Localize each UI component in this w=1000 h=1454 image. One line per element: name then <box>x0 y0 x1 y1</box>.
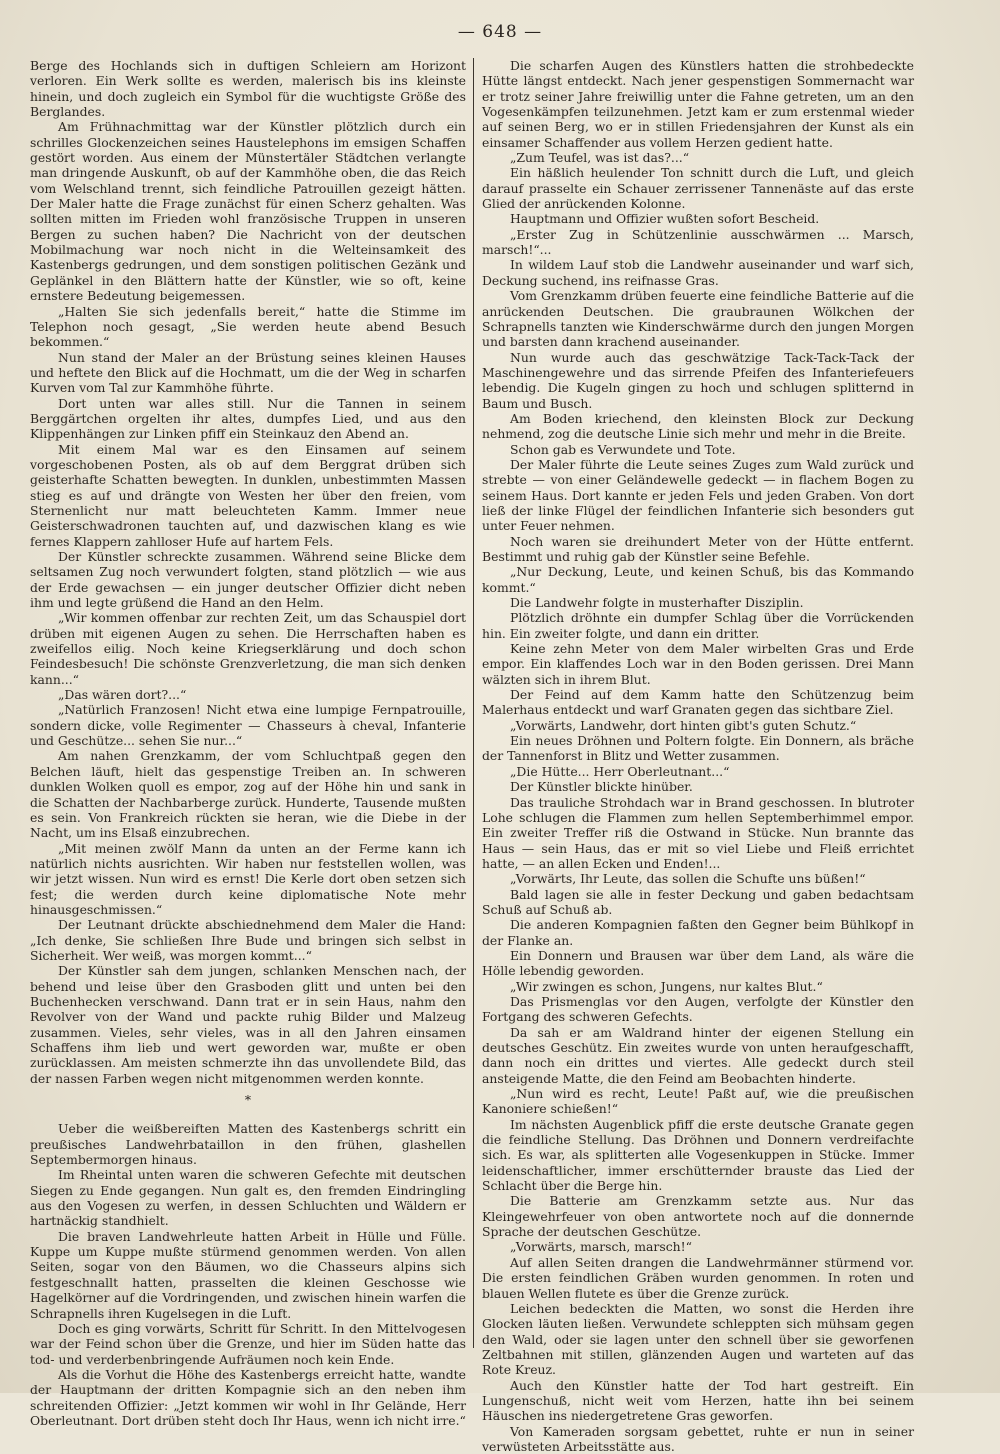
paragraph: „Halten Sie sich jedenfalls bereit,“ hatte die Stimme im Telephon noch gesagt, „Sie werden heute abend Besuch bekommen.“ <box>30 303 466 350</box>
paragraph: Die Batterie am Grenzkamm setzte aus. Nur das Kleingewehrfeuer von oben antwortete noch auf die donnernde Sprache der deutschen Geschütze. <box>482 1193 914 1240</box>
paragraph: Am Boden kriechend, den kleinsten Block zur Deckung nehmend, zog die deutsche Linie sich mehr und mehr in die Breite. <box>482 410 914 442</box>
paragraph: Der Maler führte die Leute seines Zuges zum Wald zurück und strebte — von einer Geländewelle gedeckt — in flachem Bogen zu seinem Haus. Dort kannte er jeden Fels und jeden Graben. Von dort ließ der linke Flügel der feindlichen Infanterie sich besonders gut unter Feuer nehmen. <box>482 456 914 534</box>
page-number: — 648 — <box>457 22 543 42</box>
paragraph: Am nahen Grenzkamm, der vom Schluchtpaß gegen den Belchen läuft, hielt das gespenstige Treiben an. In schweren dunklen Wolken quoll es empor, zog auf der Höhe hin und sank in die Schatten der Nachbarberge zurück. Hunderte, Tausende mußten es sein. Von Frankreich rückten sie heran, wie die Diebe in der Nacht, um ins Elsaß einzubrechen. <box>30 748 466 841</box>
paragraph: Berge des Hochlands sich in duftigen Schleiern am Horizont verloren. Ein Werk sollte es werden, malerisch bis ins kleinste hinein, und doch zugleich ein Symbol für die wuchtigste Größe des Berglandes. <box>30 58 466 120</box>
paragraph: Keine zehn Meter von dem Maler wirbelten Gras und Erde empor. Ein klaffendes Loch war in den Boden gerissen. Drei Mann wälzten sich in ihrem Blut. <box>482 641 914 687</box>
column-divider <box>473 58 474 1348</box>
paragraph: Nun stand der Maler an der Brüstung seines kleinen Hauses und heftete den Blick auf die Hochmatt, um die der Weg in scharfen Kurven vom Tal zur Kammhöhe führte. <box>30 349 466 396</box>
paragraph: Mit einem Mal war es den Einsamen auf seinem vorgeschobenen Posten, als ob auf dem Berggrat drüben sich geisterhafte Schatten bewegten. In dunklen, unbestimmten Massen stieg es auf und drängte von Westen her über den freien, vom Sternenlicht nur matt beleuchteten Kamm. Immer neue Geisterschwadronen tauchten auf, und dazwischen klang es wie fernes Klappern zahlloser Hufe auf hartem Fels. <box>30 441 466 549</box>
paragraph: Dort unten war alles still. Nur die Tannen in seinem Berggärtchen orgelten ihr altes, dumpfes Lied, und aus den Klippenhängen zur Linken pfiff ein Steinkauz den Abend an. <box>30 395 466 442</box>
paragraph: „Wir kommen offenbar zur rechten Zeit, um das Schauspiel dort drüben mit eigenen Augen zu sehen. Die Herrschaften haben es zweifellos eilig. Noch keine Kriegserklärung und doch schon Feindesbesuch! Die schönste Grenzverletzung, die man sich denken kann...“ <box>30 610 466 687</box>
paragraph: Der Künstler blickte hinüber. <box>510 779 693 795</box>
paragraph: Ueber die weißbereiften Matten des Kastenbergs schritt ein preußisches Landwehrbataillon in den frühen, glashellen Septembermorgen hinaus. <box>30 1121 466 1168</box>
paragraph: Auf allen Seiten drangen die Landwehrmänner stürmend vor. Die ersten feindlichen Gräben wurden genommen. In roten und blauen Wellen flutete es über die Grenze zurück. <box>482 1254 914 1301</box>
left-column <box>30 58 466 1428</box>
paragraph: Da sah er am Waldrand hinter der eigenen Stellung ein deutsches Geschütz. Ein zweites wurde von unten heraufgeschafft, dann noch ein drittes und viertes. Alle gedeckt durch steil ansteigende Matte, die den Feind am Beobachten hinderte. <box>482 1024 914 1086</box>
paragraph: Im nächsten Augenblick pfiff die erste deutsche Granate gegen die feindliche Stellung. Das Dröhnen und Donnern verdreifachte sich. Es war, als splitterten alle Vogesenkuppen in Stücke. Immer leidenschaftlicher, immer erschütternder brauste das Lied der Schlacht über die Berge hin. <box>482 1116 914 1194</box>
paragraph: Der Künstler schreckte zusammen. Während seine Blicke dem seltsamen Zug noch verwundert folgten, stand plötzlich — wie aus der Erde gewachsen — ein junger deutscher Offizier dicht neben ihm und legte grüßend die Hand an den Helm. <box>30 549 466 611</box>
paragraph: „Nun wird es recht, Leute! Paßt auf, wie die preußischen Kanoniere schießen!“ <box>482 1086 914 1117</box>
paragraph: „Vorwärts, Ihr Leute, das sollen die Schufte uns büßen!“ <box>510 871 866 887</box>
paragraph: Vom Grenzkamm drüben feuerte eine feindliche Batterie auf die anrückenden Deutschen. Die graubraunen Wölkchen der Schrapnells tanzten wie Kinderschwärme durch den jungen Morgen und barsten dann krachend auseinander. <box>482 288 914 350</box>
paragraph: „Natürlich Franzosen! Nicht etwa eine lumpige Fernpatrouille, sondern dicke, volle Regimenter — Chasseurs à cheval, Infanterie und Geschütze... sehen Sie nur...“ <box>30 702 466 749</box>
paragraph: „Wir zwingen es schon, Jungens, nur kaltes Blut.“ <box>510 978 823 994</box>
paragraph: Die anderen Kompagnien faßten den Gegner beim Bühlkopf in der Flanke an. <box>482 917 914 948</box>
paragraph: Noch waren sie dreihundert Meter von der Hütte entfernt. Bestimmt und ruhig gab der Künstler seine Befehle. <box>482 533 914 564</box>
paragraph: Als die Vorhut die Höhe des Kastenbergs erreicht hatte, wandte der Hauptmann der dritten Kompagnie sich an den neben ihm schreitenden Offizier: „Jetzt kommen wir wohl in Ihr Gelände, Herr Oberleutnant. Dort drüben steht doch Ihr Haus, wenn ich nicht irre.“ <box>30 1366 466 1428</box>
paragraph: Das trauliche Strohdach war in Brand geschossen. In blutroter Lohe schlugen die Flammen zum hellen Septemberhimmel empor. Ein zweiter Treffer riß die Ostwand in Stücke. Nun brannte das Haus — sein Haus, das er mit so viel Liebe und Fleiß errichtet hatte, — an allen Ecken und Enden!... <box>482 794 914 871</box>
paragraph: Plötzlich dröhnte ein dumpfer Schlag über die Vorrückenden hin. Ein zweiter folgte, und dann ein dritter. <box>482 610 914 641</box>
paragraph: Am Frühnachmittag war der Künstler plötzlich durch ein schrilles Glockenzeichen seines Haustelephons im emsigen Schaffen gestört worden. Aus einem der Münstertäler Städtchen verlangte man dringende Auskunft, ob auf der Kammhöhe oben, die das Reich vom Welschland trennt, sich feindliche Patrouillen gezeigt hätten. Der Maler hatte die Frage zunächst für einen Scherz gehalten. Was sollten mitten im Frieden wohl französische Truppen in unseren Bergen zu suchen haben? Die Nachricht von der deutschen Mobilmachung war noch nicht in die Welteinsamkeit des Kastenbergs gedrungen, und dem sonstigen politischen Gezänk und Geplänkel in den Blättern hatte der Künstler, wie so oft, keine ernstere Bedeutung beigemessen. <box>30 119 466 304</box>
paragraph: Der Feind auf dem Kamm hatte den Schützenzug beim Malerhaus entdeckt und warf Granaten gegen das sichtbare Ziel. <box>482 687 914 718</box>
paragraph: „Zum Teufel, was ist das?...“ <box>510 150 690 166</box>
paragraph: Doch es ging vorwärts, Schritt für Schritt. In den Mittelvogesen war der Feind schon über die Grenze, und hier im Süden hatte das tod- und verderbenbringende Aufräumen noch kein Ende. <box>30 1320 466 1367</box>
paragraph: Im Rheintal unten waren die schweren Gefechte mit deutschen Siegen zu Ende gegangen. Nun galt es, den fremden Eindringling aus den Vogesen zu werfen, in dessen Schluchten und Wäldern er hartnäckig standhielt. <box>30 1167 466 1229</box>
paragraph: „Erster Zug in Schützenlinie ausschwärmen ... Marsch, marsch!“... <box>482 226 914 258</box>
paragraph: Ein Donnern und Brausen war über dem Land, als wäre die Hölle lebendig geworden. <box>482 947 914 979</box>
paragraph: „Vorwärts, Landwehr, dort hinten gibt's guten Schutz.“ <box>510 717 857 733</box>
paragraph: Von Kameraden sorgsam gebettet, ruhte er nun in seiner verwüsteten Arbeitsstätte aus. <box>482 1423 914 1454</box>
paragraph: „Vorwärts, marsch, marsch!“ <box>510 1239 692 1255</box>
right-column <box>482 58 914 1454</box>
paragraph: Hauptmann und Offizier wußten sofort Bescheid. <box>510 211 820 227</box>
paragraph: Auch den Künstler hatte der Tod hart gestreift. Ein Lungenschuß, nicht weit vom Herzen, hatte ihn bei seinem Häuschen ins niedergetretene Gras geworfen. <box>482 1377 914 1424</box>
paragraph: Der Künstler sah dem jungen, schlanken Menschen nach, der behend und leise über den Grasboden glitt und unten bei den Buchenhecken verschwand. Dann trat er in sein Haus, nahm den Revolver von der Wand und packte ruhig Bilder und Malzeug zusammen. Vieles, sehr vieles, was in all den Jahren einsamen Schaffens ihm lieb und wert geworden war, mußte er oben zurücklassen. Am meisten schmerzte ihn das unvollendete Bild, das der nassen Farben wegen nicht mitgenommen werden konnte. <box>30 963 466 1086</box>
paragraph: Ein häßlich heulender Ton schnitt durch die Luft, und gleich darauf prasselte ein Schauer zerrissener Tannenäste auf das erste Glied der anrückenden Kolonne. <box>482 165 914 212</box>
paragraph: Die braven Landwehrleute hatten Arbeit in Hülle und Fülle. Kuppe um Kuppe mußte stürmend genommen werden. Von allen Seiten, sogar von den Bäumen, wo die Chasseurs alpins sich festgeschnallt hatten, prasselten die kleinen Geschosse wie Hagelkörner auf die Vordringenden, und zwischen hinein warfen die Schrapnells ihren Kugelsegen in die Luft. <box>30 1228 466 1321</box>
paragraph: Leichen bedeckten die Matten, wo sonst die Herden ihre Glocken läuten ließen. Verwundete schleppten sich mühsam gegen den Wald, oder sie lagen unter den schnell über sie geworfenen Zeltbahnen mit stillen, glänzenden Augen und warteten auf das Rote Kreuz. <box>482 1300 914 1378</box>
paragraph: „Das wären dort?...“ <box>58 687 187 703</box>
paragraph: Der Leutnant drückte abschiednehmend dem Maler die Hand: „Ich denke, Sie schließen Ihre Bude und bringen sich selbst in Sicherheit. Wer weiß, was morgen kommt...“ <box>30 917 466 963</box>
paragraph: Bald lagen sie alle in fester Deckung und gaben bedachtsam Schuß auf Schuß ab. <box>482 886 914 917</box>
paragraph: Die scharfen Augen des Künstlers hatten die strohbedeckte Hütte längst entdeckt. Nach jener gespenstigen Sommernacht war er trotz seiner Jahre freiwillig unter die Fahne getreten, um an den Vogesenkämpfen teilzunehmen. Jetzt kam er zum erstenmal wieder auf seinen Berg, wo er in stillen Friedensjahren der Kunst als ein einsamer Schaffender aus vollem Herzen gedient hatte. <box>482 58 914 150</box>
paragraph: Ein neues Dröhnen und Poltern folgte. Ein Donnern, als bräche der Tannenforst in Blitz und Wetter zusammen. <box>482 733 914 764</box>
paragraph: In wildem Lauf stob die Landwehr auseinander und warf sich, Deckung suchend, ins reifnasse Gras. <box>482 257 914 288</box>
paragraph: „Die Hütte... Herr Oberleutnant...“ <box>510 763 730 779</box>
section-separator: * <box>244 1092 252 1108</box>
paragraph: Die Landwehr folgte in musterhafter Disziplin. <box>510 595 804 611</box>
paragraph: Schon gab es Verwundete und Tote. <box>510 441 736 457</box>
paragraph: „Mit meinen zwölf Mann da unten an der Ferme kann ich natürlich nichts ausrichten. Wir haben nur feststellen wollen, was wir jetzt wissen. Nun wird es ernst! Die Kerle dort oben setzen sich fest; die werden durch keine diplomatische Note mehr hinausgeschmissen.“ <box>30 840 466 917</box>
paragraph: Nun wurde auch das geschwätzige Tack-Tack-Tack der Maschinengewehre und das sirrende Pfeifen des Infanteriefeuers lebendig. Die Kugeln gingen zu hoch und schlugen splitternd in Baum und Busch. <box>482 349 914 411</box>
paragraph: Das Prismenglas vor den Augen, verfolgte der Künstler den Fortgang des schweren Gefechts. <box>482 993 914 1025</box>
paragraph: „Nur Deckung, Leute, und keinen Schuß, bis das Kommando kommt.“ <box>482 564 914 595</box>
